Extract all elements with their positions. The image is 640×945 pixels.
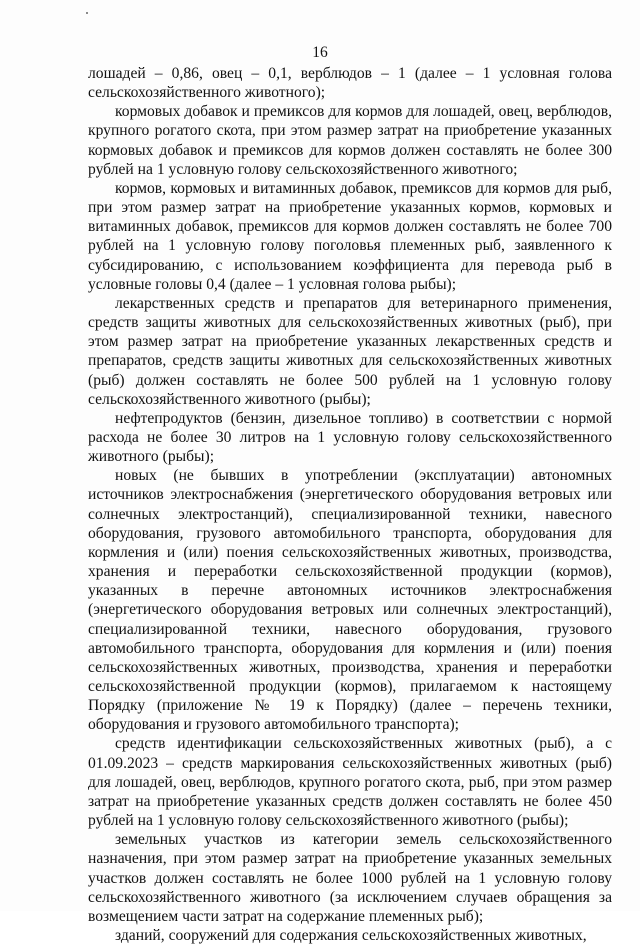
paragraph-buildings: зданий, сооружений для содержания сельскохозяйственных животных, [115,927,587,945]
paragraph-feed-additives: кормовых добавок и премиксов для кормов для лошадей, овец, верблюдов, крупного рогатого скота, при этом размер затрат на приобретение указанных кормовых добавок и премиксов для кормов должен составлять не более 300 рублей на 1 условную голову сельскохозяйственного животного; [88,103,612,178]
paragraph-equipment: новых (не бывших в употреблении (эксплуатации) автономных источников электроснабжения (энергетического оборудования ветровых или солнечных электростанций), специализированной техники, навесного оборудования, грузового автомобильного транспорта, оборудования для кормления и (или) поения сельскохозяйственных животных, производства, хранения и переработки сельскохозяйственной продукции (кормов), указанных в перечне автономных источников электроснабжения (энергетического оборудования ветровых или солнечных электростанций), специализированной техники, навесного оборудования, грузового автомобильного транспорта, оборудования для кормления и (или) поения сельскохозяйственных животных, производства, хранения и переработки сельскохозяйственной продукции (кормов), прилагаемом к настоящему Порядку (приложение № 19 к Порядку) (далее – перечень техники, оборудования и грузового автомобильного транспорта); [88,467,612,734]
page-number: 16 [312,44,328,61]
body-text [88,64,612,945]
paragraph-continuation: лошадей – 0,86, овец – 0,1, верблюдов – 1 (далее – 1 условная голова сельскохозяйственного животного); [88,65,612,102]
scan-speck [86,12,88,14]
paragraph-land-plots: земельных участков из категории земель сельскохозяйственного назначения, при этом размер затрат на приобретение указанных земельных участков должен составлять не более 1000 рублей на 1 условную голову сельскохозяйственного животного (за исключением случаев обращения за возмещением части затрат на содержание племенных рыб); [88,831,612,925]
paragraph-identification: средств идентификации сельскохозяйственных животных (рыб), а с 01.09.2023 – средств маркирования сельскохозяйственных животных (рыб) для лошадей, овец, верблюдов, крупного рогатого скота, рыб, при этом размер затрат на приобретение указанных средств должен составлять не более 450 рублей на 1 условную голову сельскохозяйственного животного (рыбы); [88,735,612,830]
paragraph-fish-feed: кормов, кормовых и витаминных добавок, премиксов для кормов для рыб, при этом размер затрат на приобретение указанных кормов, кормовых и витаминных добавок, премиксов для кормов должен составлять не более 700 рублей на 1 условную голову поголовья племенных рыб, заявленного к субсидированию, с использованием коэффициента для перевода рыб в условные головы 0,4 (далее – 1 условная голова рыбы); [88,179,612,293]
paragraph-fuel: нефтепродуктов (бензин, дизельное топливо) в соответствии с нормой расхода не более 30 литров на 1 условную голову сельскохозяйственного животного (рыбы); [88,409,612,466]
paragraph-veterinary-drugs: лекарственных средств и препаратов для ветеринарного применения, средств защиты животных для сельскохозяйственных животных (рыб), при этом размер затрат на приобретение указанных лекарственных средств и препаратов, средств защиты животных для сельскохозяйственных животных (рыб) должен составлять не более 500 рублей на 1 условную голову сельскохозяйственного животного (рыбы); [88,294,612,408]
